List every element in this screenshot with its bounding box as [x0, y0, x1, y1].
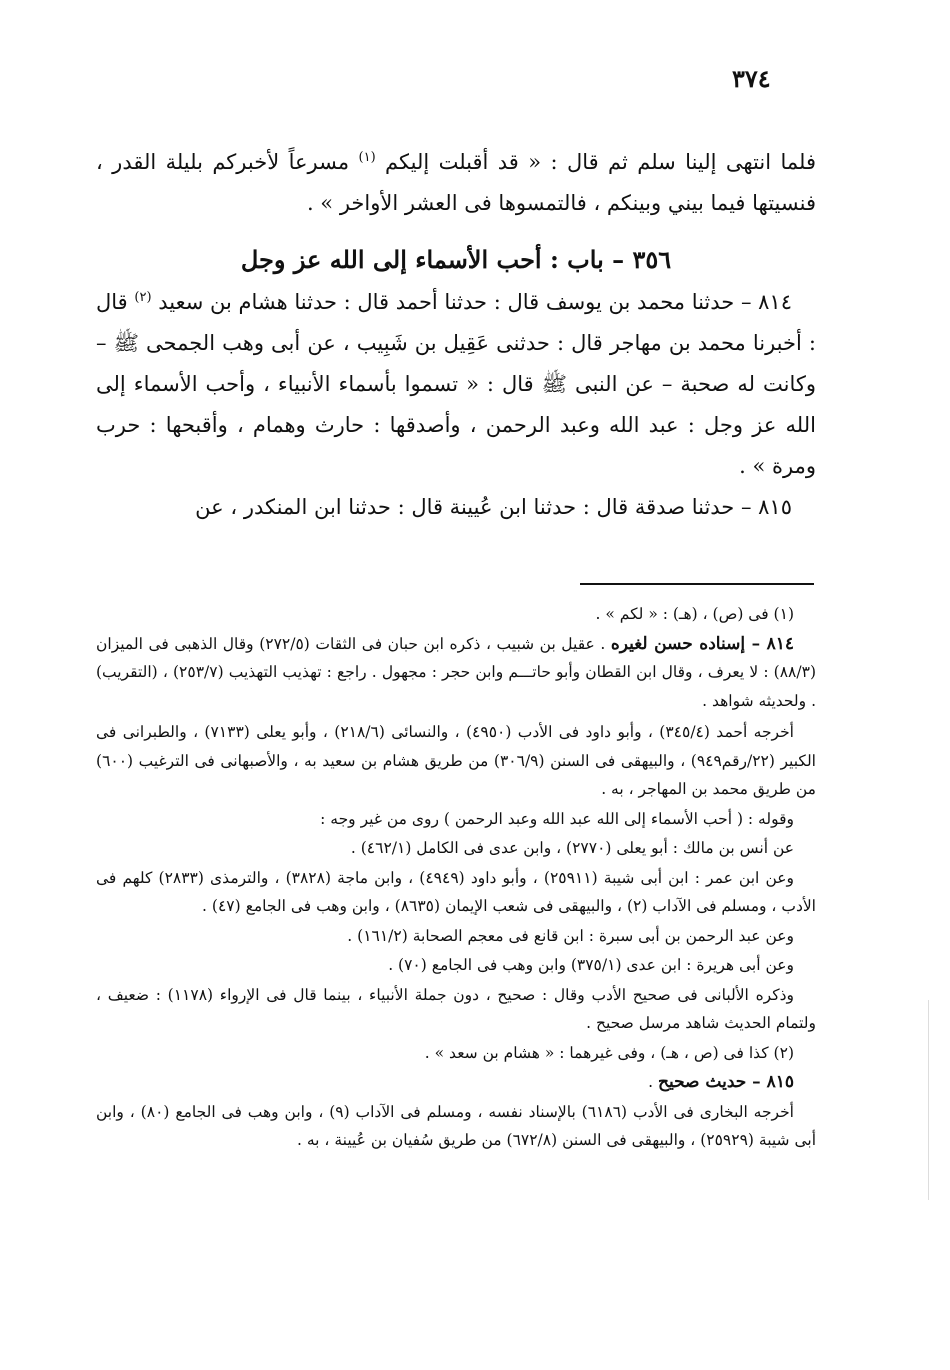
hadith-814-text-b: قال : أخبرنا محمد بن مهاجر قال : حدثنى عَقِيل بن شَبِيب ، عن أبى وهب الجمحى ﷺ – وكانت له صحبة – عن النبى ﷺ قال : « تسموا بأسماء الأنبياء ، وأحب الأسماء إلى الله عز وجل : عبد الله وعبد الرحمن ، وأصدقها : حارث وهمام ، وأقبحها : حرب ومرة » .	[96, 290, 816, 478]
note-albani: وذكره الألبانى فى صحيح الأدب وقال : صحيح ، دون جملة الأنبياء ، بينما قال فى الإرواء (١١٧٨) : ضعيف ، ولتمام الحديث شاهد مرسل صحيح .	[96, 985, 816, 1032]
footnote-1: (١) فى (ص) ، (هـ) : « لكم » .	[595, 605, 794, 623]
note-814-grade: ٨١٤ – إسناده حسن لغيره	[610, 633, 795, 654]
continuation-text-b: مسرعاً لأخبركم بليلة القدر ، فنسيتها فيما بيني وبينكم ، فالتمسوها فى العشر الأواخر » .	[96, 150, 816, 215]
note-abd-rahman: وعن عبد الرحمن بن أبى سبرة : ابن قانع فى معجم الصحابة (١٦١/٢) .	[347, 926, 794, 945]
footnote-ref-2: (٢)	[134, 290, 152, 305]
page-number: ٣٧٤	[732, 64, 771, 93]
continuation-text-a: فلما انتهى إلينا سلم ثم قال : « قد أقبلت إليكم	[385, 150, 816, 174]
note-abu-hurayra: وعن أبى هريرة : ابن عدى (٣٧٥/١) وابن وهب فى الجامع (٧٠) .	[388, 956, 794, 974]
note-814-text: . عقيل بن شبيب ، ذكره ابن حبان فى الثقات (٢٧٢/٥) وقال الذهبى فى الميزان (٨٨/٣) : لا يعرف ، وقال ابن القطان وأبو حاتـــم وابن حجر : مجهول . راجع : تهذيب التهذيب (٢٥٣/٧) ، (التقريب) . ولحديثه شواهد .	[96, 634, 816, 710]
page-edge-shadow	[928, 1000, 929, 1200]
footnote-2: (٢) كذا فى (ص ، هـ) ، وفى غيرهما : « هشام بن سعد » .	[424, 1043, 794, 1062]
note-815-dot: .	[648, 1073, 654, 1091]
takhrij-814: أخرجه أحمد (٣٤٥/٤) ، وأبو داود فى الأدب (٤٩٥٠) ، والنسائى (٢١٨/٦) ، وأبو يعلى (٧١٣٣) ، والطبرانى فى الكبير (٢٢/رقم٩٤٩) ، والبيهقى فى السنن (٣٠٦/٩) من طريق هشام بن سعيد به ، والأصبهانى فى الترغيب (٦٠٠) من طريق محمد بن المهاجر ، به .	[96, 723, 816, 798]
footnote-ref-1: (١)	[358, 150, 376, 165]
note-qawluhu: وقوله : ( أحب الأسماء إلى الله عبد الله وعبد الرحمن ) روى من غير وجه :	[320, 809, 794, 828]
continuation-paragraph	[96, 142, 816, 224]
note-814	[96, 630, 816, 716]
footnote-separator	[580, 583, 814, 585]
note-ibn-umar: وعن ابن عمر : ابن أبى شيبة (٢٥٩١١) ، وأبو داود (٤٩٤٩) ، وابن ماجة (٣٨٢٨) ، والترمذى (٢٨٣٣) كلهم فى الأدب ، ومسلم فى الآداب (٢) ، والبيهقى فى شعب الإيمان (٨٦٣٥) ، وابن وهب فى الجامع (٤٧) .	[96, 868, 816, 915]
hadith-815: ٨١٥ – حدثنا صدقة قال : حدثنا ابن عُيينة قال : حدثنا ابن المنكدر ، عن	[195, 495, 792, 519]
chapter-heading: ٣٥٦ – باب : أحب الأسماء إلى الله عز وجل	[240, 245, 672, 274]
hadith-814-text-a: ٨١٤ – حدثنا محمد بن يوسف قال : حدثنا أحمد قال : حدثنا هشام بن سعيد	[158, 290, 792, 314]
note-815	[96, 1068, 816, 1097]
takhrij-815: أخرجه البخارى فى الأدب (٦١٨٦) بالإسناد نفسه ، ومسلم فى الآداب (٩) ، وابن وهب فى الجامع (٨٠) ، وابن أبى شيبة (٢٥٩٢٩) ، والبيهقى فى السنن (٦٧٢/٨) من طريق سُفيان بن عُيينة ، به .	[96, 1102, 816, 1149]
footnotes	[96, 600, 816, 1156]
note-815-grade: ٨١٥ – حديث صحيح	[657, 1072, 794, 1092]
main-text	[96, 142, 816, 528]
note-anas: عن أنس بن مالك : أبو يعلى (٢٧٧٠) ، وابن عدى فى الكامل (٤٦٢/١) .	[350, 839, 794, 857]
hadith-814	[96, 282, 816, 487]
